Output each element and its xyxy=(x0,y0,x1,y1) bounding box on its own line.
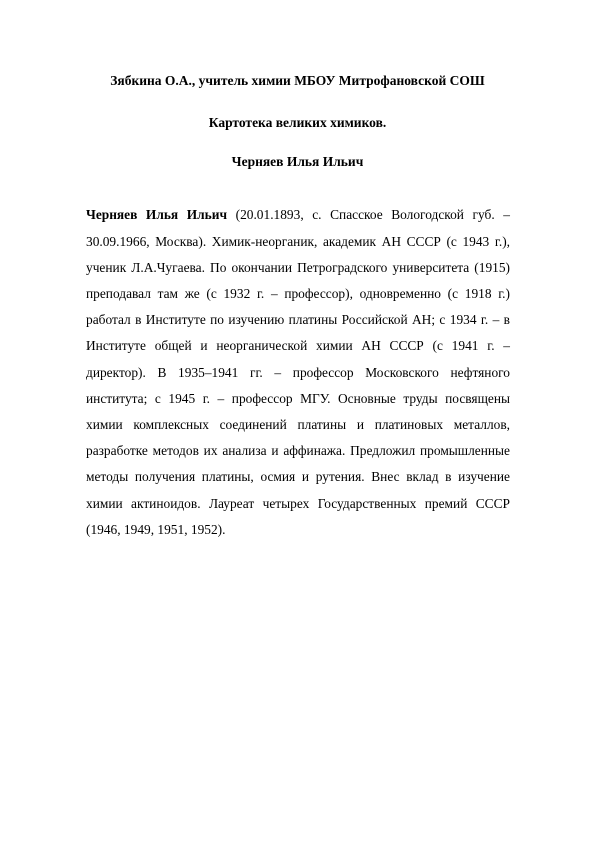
person-heading: Черняев Илья Ильич xyxy=(231,154,364,169)
biography-text: (20.01.1893, с. Спасское Вологодской губ. – 30.09.1966, Москва). Химик-неорганик, академик АН СССР (с 1943 г.), ученик Л.А.Чугаева. По окончании Петроградского университета (1915) преподавал там же (с 1932 г. – профессор), одновременно (с 1918 г.) работал в Институте по изучению платины Российской АН; с 1934 г. – в Институте общей и неорганической химии АН СССР (с 1941 г. – директор). В 1935–1941 гг. – профессор Московского нефтяного института; с 1945 г. – профессор МГУ. Основные труды посвящены химии комплексных соединений платины и платиновых металлов, разработке методов их анализа и аффинажа. Предложил промышленные методы получения платины, осмия и рутения. Внес вклад в изучение химии актиноидов. Лауреат четырех Государственных премий СССР (1946, 1949, 1951, 1952). xyxy=(86,207,510,537)
collection-title: Картотека великих химиков. xyxy=(208,115,387,130)
author-line: Зябкина О.А., учитель химии МБОУ Митрофановской СОШ xyxy=(110,73,485,88)
biography-lead-name: Черняев Илья Ильич xyxy=(86,207,228,223)
biography-paragraph xyxy=(86,202,510,543)
